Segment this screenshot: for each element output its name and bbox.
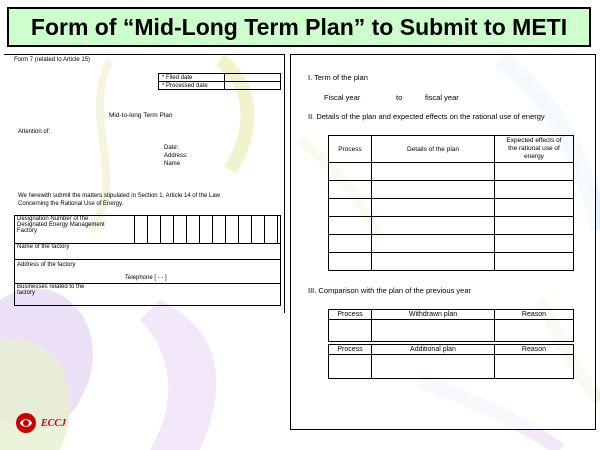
additional-cell[interactable] [329,355,372,379]
designation-spacer [278,216,281,244]
plan-header-effects-line-3: energy [524,153,544,160]
telephone-field: Telephone [ - - ] [125,275,167,281]
table-row [329,163,574,181]
form-number: Form 7 (related to Article 15) [14,57,91,63]
plan-cell[interactable] [372,253,495,271]
plan-details-table [328,135,574,271]
plan-cell[interactable] [329,163,372,181]
businesses-line-1: Businesses related to the [17,284,85,290]
eccj-logo-icon [15,412,37,434]
designation-digit[interactable] [239,216,252,244]
plan-cell[interactable] [372,181,495,199]
filed-date-label: * Filed date [159,74,225,82]
plan-cell[interactable] [329,181,372,199]
factory-address-label: Address of the factory [17,262,76,268]
plan-header-process: Process [329,136,372,163]
table-row [329,199,574,217]
designation-digit[interactable] [213,216,226,244]
plan-cell[interactable] [329,253,372,271]
table-row [329,320,574,342]
fiscal-year-end: fiscal year [425,93,459,102]
designation-digit[interactable] [251,216,264,244]
withdrawn-header-process: Process [329,310,372,320]
withdrawn-header-plan: Withdrawn plan [372,310,495,320]
date-label: Date: [164,145,179,151]
plan-cell[interactable] [329,217,372,235]
fiscal-year-to-label: to [396,93,403,102]
designation-digit[interactable] [148,216,161,244]
table-row [329,181,574,199]
plan-cell[interactable] [495,253,574,271]
table-row [329,217,574,235]
withdrawn-header-reason: Reason [495,310,574,320]
plan-header-effects-line-2: the rational use of [508,145,560,152]
factory-name-value[interactable] [135,244,281,260]
table-row [329,235,574,253]
plan-cell[interactable] [495,181,574,199]
factory-info-table [14,215,281,306]
plan-cell[interactable] [372,199,495,217]
form-right-page [290,54,596,430]
plan-cell[interactable] [329,199,372,217]
processed-date-value[interactable] [225,82,281,90]
plan-cell[interactable] [495,235,574,253]
designation-digit[interactable] [200,216,213,244]
designation-line-1: Designation Number of the [17,216,89,222]
name-label: Name [164,161,181,167]
section-1-title: I. Term of the plan [308,73,368,82]
additional-header-plan: Additional plan [372,345,495,355]
filed-date-value[interactable] [225,74,281,82]
withdrawn-cell[interactable] [329,320,372,342]
statement-line-1: We herewith submit the matters stipulated in Section 1, Article 14 of the Law [18,193,220,199]
form-left-page [4,54,285,313]
designation-digit[interactable] [174,216,187,244]
designation-line-2: Designated Energy Management [17,222,105,228]
section-2-title: II. Details of the plan and expected effects on the rational use of energy [308,112,545,121]
additional-header-reason: Reason [495,345,574,355]
plan-header-effects-line-1: Expected effects of [506,137,562,144]
section-3-title: III. Comparison with the plan of the previous year [308,286,472,295]
designation-digit[interactable] [135,216,148,244]
plan-cell[interactable] [495,217,574,235]
form-heading: Mid-to-long Term Plan [109,112,173,119]
additional-cell[interactable] [372,355,495,379]
additional-cell[interactable] [495,355,574,379]
plan-header-effects [495,136,574,163]
designation-label [15,216,135,244]
plan-cell[interactable] [372,235,495,253]
slide-title: Form of “Mid-Long Term Plan” to Submit to METI [30,13,568,40]
withdrawn-cell[interactable] [372,320,495,342]
plan-cell[interactable] [329,235,372,253]
attention-label: Attention of: [18,129,51,135]
factory-name-label: Name of the factory [15,244,135,260]
eccj-logo-text: ECCJ [41,417,67,429]
fiscal-year-from: Fiscal year [324,93,361,102]
plan-header-details: Details of the plan [372,136,495,163]
factory-address-cell[interactable] [15,260,281,284]
designation-digit[interactable] [226,216,239,244]
statement-line-2: Concerning the Rational Use of Energy. [18,201,124,207]
plan-cell[interactable] [495,199,574,217]
designation-line-3: Factory [17,228,38,234]
additional-plan-table [328,344,574,379]
businesses-line-2: factory [17,290,36,296]
processed-date-label: * Processed date [159,82,225,90]
plan-cell[interactable] [495,163,574,181]
businesses-value[interactable] [135,284,281,306]
address-label: Address: [164,153,188,159]
plan-cell[interactable] [372,163,495,181]
table-row [329,253,574,271]
filed-date-table [158,73,281,90]
withdrawn-cell[interactable] [495,320,574,342]
additional-header-process: Process [329,345,372,355]
slide-title-bar [7,7,591,47]
eccj-logo [15,412,66,434]
businesses-label [15,284,135,306]
designation-digit[interactable] [264,216,277,244]
withdrawn-plan-table [328,309,574,342]
designation-digit[interactable] [187,216,200,244]
designation-digit[interactable] [161,216,174,244]
table-row [329,355,574,379]
plan-cell[interactable] [372,217,495,235]
